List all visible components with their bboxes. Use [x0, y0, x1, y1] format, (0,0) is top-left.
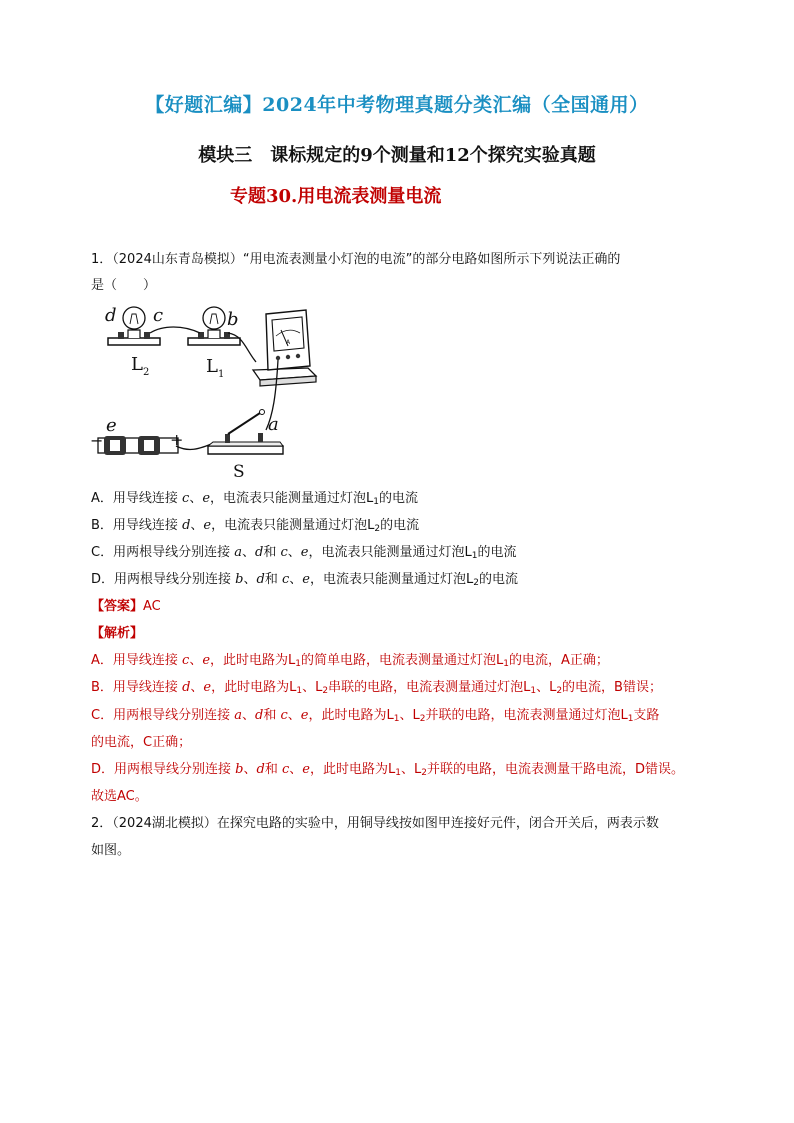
q2-line1: 2．（2024湖北模拟）在探究电路的实验中，用铜导线按如图甲连接好元件，闭合开关后，两表示数	[91, 816, 659, 831]
label-plus: +	[170, 430, 184, 449]
option-d: D．用两根导线分别连接 b、d和 c、e，电流表只能测量通过灯泡$L_2$的电流	[91, 572, 518, 588]
analysis-d: D．用两根导线分别连接 b、d和 c、e，此时电路为$L_1$、$L_2$并联的电路，电流表测量干路电流，D错误。	[91, 762, 684, 778]
label-d: d	[105, 305, 117, 326]
label-l1: L	[206, 356, 218, 377]
label-e: e	[106, 415, 117, 436]
ammeter	[253, 310, 316, 386]
analysis-a: A．用导线连接 c、e，此时电路为$L_1$的简单电路，电流表测量通过灯泡$L_1$的电流，A正确；	[91, 653, 609, 669]
answer-value: AC	[143, 599, 161, 614]
label-s: S	[233, 462, 245, 482]
answer-line	[91, 597, 161, 617]
label-minus: −	[90, 431, 104, 450]
analysis-b: B．用导线连接 d、e，此时电路为$L_1$、$L_2$串联的电路，电流表测量通过灯泡$L_1$、$L_2$的电流，B错误；	[91, 680, 662, 696]
label-a: a	[268, 414, 279, 435]
circuit-figure	[88, 300, 333, 485]
label-l2-sub: 2	[143, 367, 150, 378]
document-title: 【好题汇编】2024年中考物理真题分类汇编（全国通用）	[145, 94, 649, 116]
analysis-label: 【解析】	[91, 626, 144, 641]
q1-stem-line2: 是（ ）	[91, 278, 157, 293]
topic-title: 专题30.用电流表测量电流	[230, 186, 442, 207]
analysis-c: C．用两根导线分别连接 a、d和 c、e，此时电路为$L_1$、$L_2$并联的电路，电流表测量通过灯泡$L_1$支路	[91, 708, 660, 724]
analysis-conclusion: 故选AC。	[91, 789, 148, 804]
q2-line2: 如图。	[91, 843, 131, 858]
analysis-c-line2: 的电流，C正确；	[91, 735, 192, 750]
label-c: c	[153, 305, 164, 326]
option-c: C．用两根导线分别连接 a、d和 c、e，电流表只能测量通过灯泡$L_1$的电流	[91, 545, 517, 561]
battery	[98, 436, 178, 455]
q1-stem-line1: 1．（2024山东青岛模拟）“用电流表测量小灯泡的电流”的部分电路如图所示下列说法正确的	[91, 252, 621, 267]
label-b: b	[227, 309, 239, 330]
svg-text:A: A	[286, 339, 291, 346]
label-l1-sub: 1	[218, 369, 225, 380]
module-title: 模块三 课标规定的9个测量和12个探究实验真题	[198, 145, 596, 166]
label-l2: L	[131, 354, 143, 375]
answer-label: 【答案】	[91, 599, 144, 614]
option-b: B．用导线连接 d、e，电流表只能测量通过灯泡$L_2$的电流	[91, 518, 420, 534]
option-a: A．用导线连接 c、e，电流表只能测量通过灯泡$L_1$的电流	[91, 491, 419, 507]
